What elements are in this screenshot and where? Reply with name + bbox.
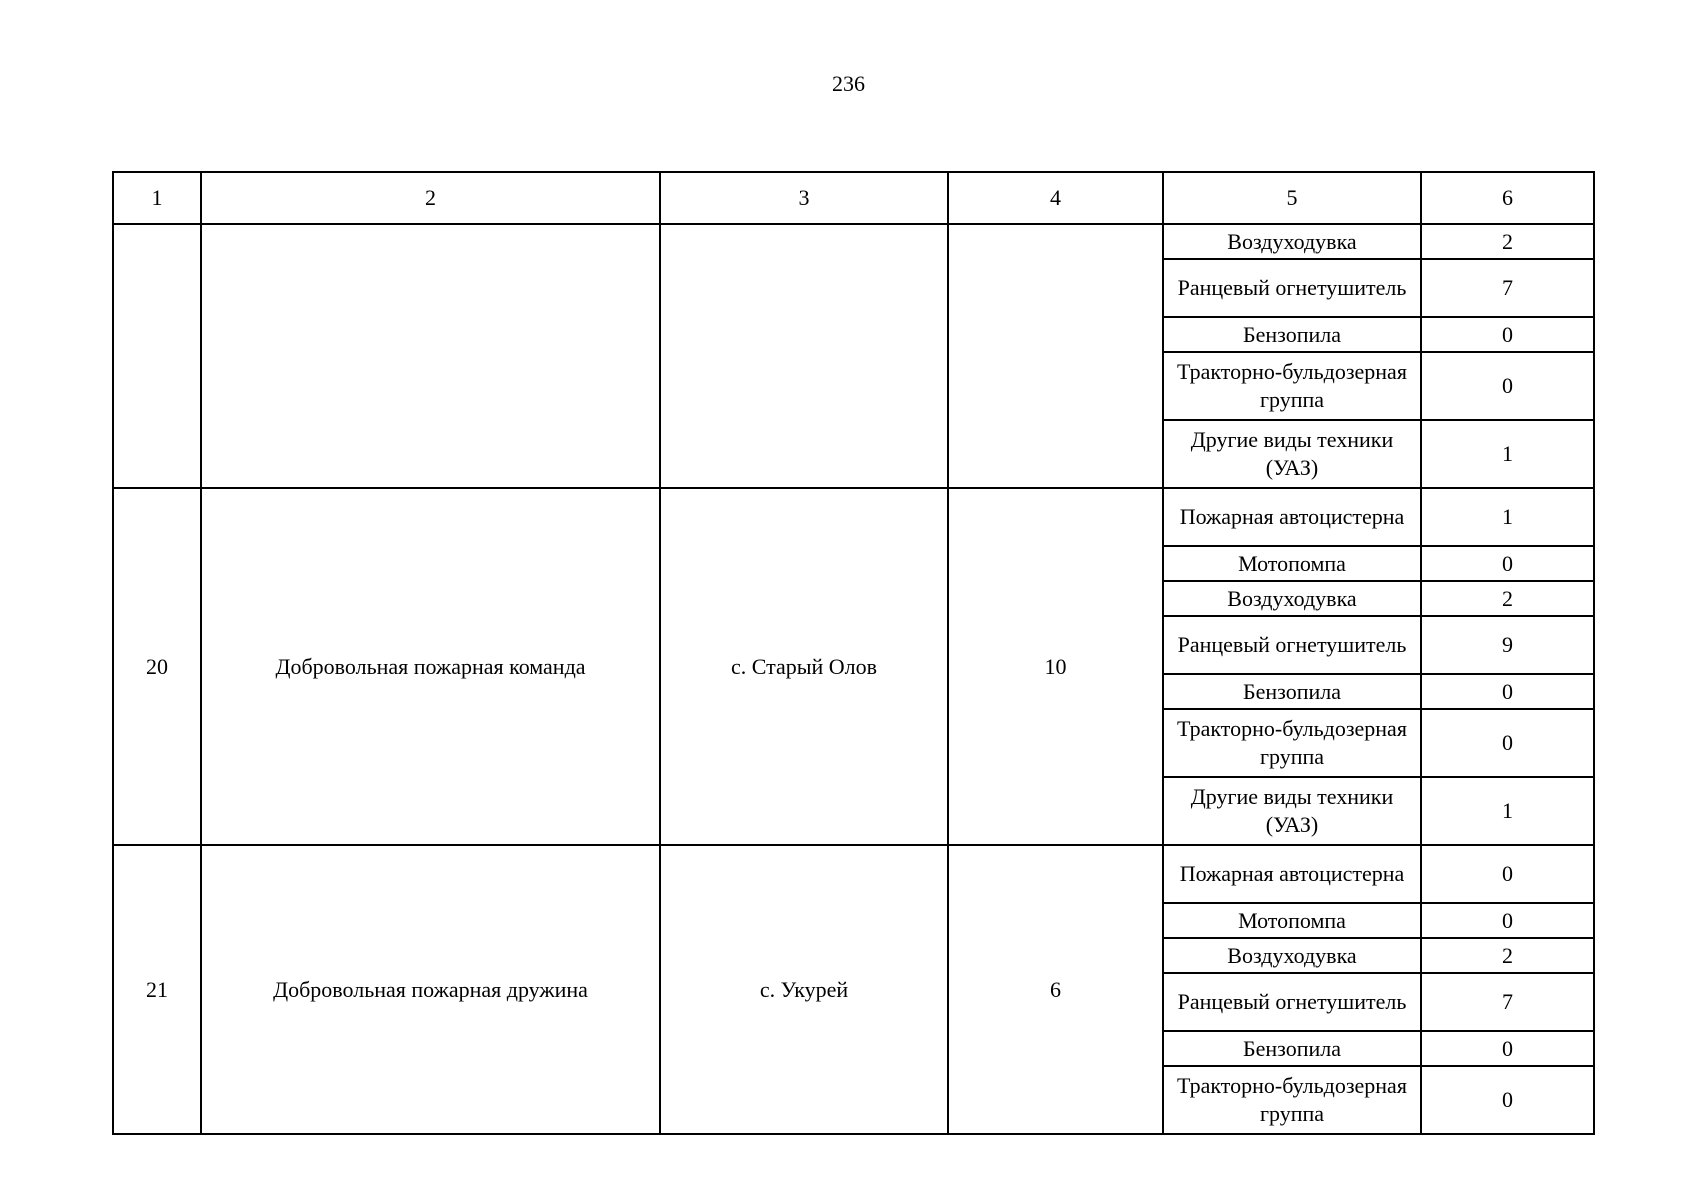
table-row xyxy=(113,488,1594,546)
equipment-quantity: 0 xyxy=(1421,317,1594,352)
equipment-type: Бензопила xyxy=(1163,317,1421,352)
equipment-quantity: 2 xyxy=(1421,581,1594,616)
equipment-quantity: 7 xyxy=(1421,973,1594,1031)
column-header: 1 xyxy=(113,172,201,224)
row-number: 21 xyxy=(113,845,201,1134)
equipment-type: Ранцевый огнетушитель xyxy=(1163,616,1421,674)
equipment-quantity: 2 xyxy=(1421,224,1594,259)
equipment-type: Тракторно-бульдозерная группа xyxy=(1163,1066,1421,1134)
row-number: 20 xyxy=(113,488,201,845)
personnel-count: 6 xyxy=(948,845,1163,1134)
equipment-type: Воздуходувка xyxy=(1163,581,1421,616)
settlement xyxy=(660,224,948,488)
unit-name xyxy=(201,224,660,488)
settlement: с. Укурей xyxy=(660,845,948,1134)
equipment-type: Другие виды техники (УАЗ) xyxy=(1163,777,1421,845)
equipment-quantity: 0 xyxy=(1421,674,1594,709)
equipment-type: Тракторно-бульдозерная группа xyxy=(1163,709,1421,777)
equipment-type: Другие виды техники (УАЗ) xyxy=(1163,420,1421,488)
column-header: 2 xyxy=(201,172,660,224)
equipment-quantity: 1 xyxy=(1421,777,1594,845)
equipment-type: Ранцевый огнетушитель xyxy=(1163,259,1421,317)
page-number: 236 xyxy=(832,71,865,96)
equipment-quantity: 1 xyxy=(1421,420,1594,488)
equipment-type: Мотопомпа xyxy=(1163,903,1421,938)
personnel-count xyxy=(948,224,1163,488)
equipment-quantity: 0 xyxy=(1421,903,1594,938)
equipment-type: Бензопила xyxy=(1163,674,1421,709)
equipment-quantity: 7 xyxy=(1421,259,1594,317)
settlement: с. Старый Олов xyxy=(660,488,948,845)
equipment-quantity: 0 xyxy=(1421,352,1594,420)
table-row xyxy=(113,845,1594,903)
column-header: 6 xyxy=(1421,172,1594,224)
unit-name: Добровольная пожарная команда xyxy=(201,488,660,845)
row-number xyxy=(113,224,201,488)
equipment-quantity: 0 xyxy=(1421,845,1594,903)
equipment-type: Воздуходувка xyxy=(1163,224,1421,259)
table-row xyxy=(113,224,1594,259)
personnel-count: 10 xyxy=(948,488,1163,845)
column-header: 3 xyxy=(660,172,948,224)
equipment-quantity: 2 xyxy=(1421,938,1594,973)
column-header: 4 xyxy=(948,172,1163,224)
equipment-quantity: 0 xyxy=(1421,546,1594,581)
equipment-type: Пожарная автоцистерна xyxy=(1163,845,1421,903)
column-header: 5 xyxy=(1163,172,1421,224)
equipment-type: Пожарная автоцистерна xyxy=(1163,488,1421,546)
equipment-type: Мотопомпа xyxy=(1163,546,1421,581)
equipment-type: Тракторно-бульдозерная группа xyxy=(1163,352,1421,420)
equipment-type: Воздуходувка xyxy=(1163,938,1421,973)
equipment-quantity: 9 xyxy=(1421,616,1594,674)
unit-name: Добровольная пожарная дружина xyxy=(201,845,660,1134)
equipment-quantity: 0 xyxy=(1421,709,1594,777)
equipment-quantity: 0 xyxy=(1421,1066,1594,1134)
header-row xyxy=(113,172,1594,224)
equipment-table xyxy=(112,171,1595,1135)
equipment-quantity: 0 xyxy=(1421,1031,1594,1066)
table-body xyxy=(113,172,1594,1134)
equipment-type: Бензопила xyxy=(1163,1031,1421,1066)
equipment-quantity: 1 xyxy=(1421,488,1594,546)
equipment-type: Ранцевый огнетушитель xyxy=(1163,973,1421,1031)
